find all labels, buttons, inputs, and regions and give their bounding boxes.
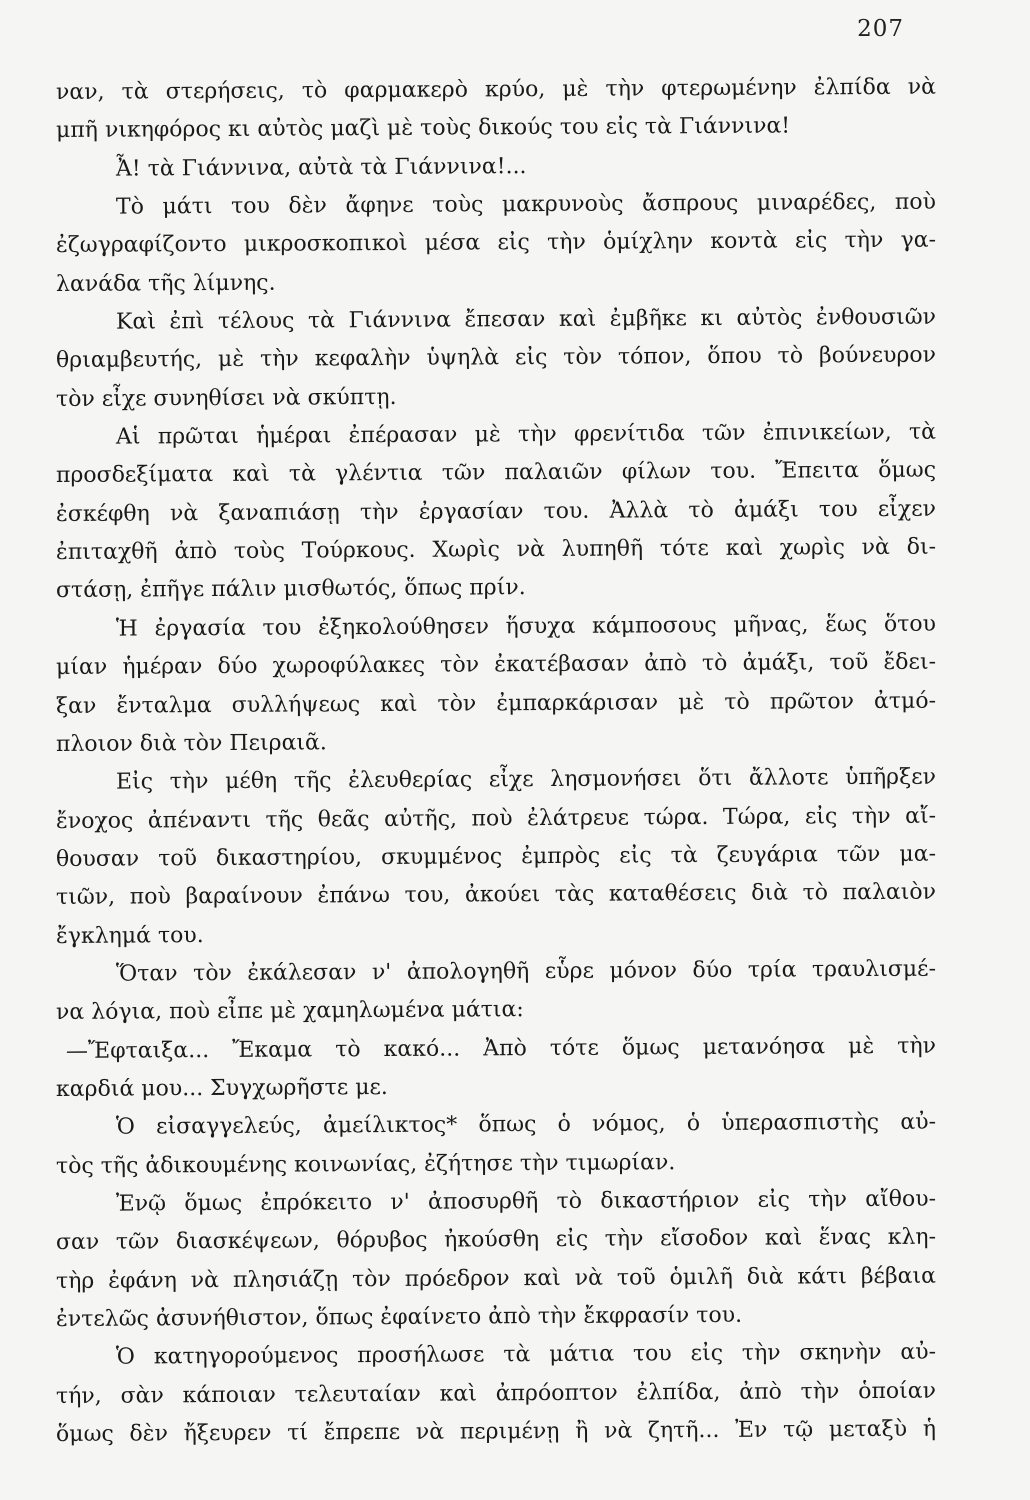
- text-line: θουσαν τοῦ δικαστηρίου, σκυμμένος ἐμπρὸς εἰς τὰ ζευγάρια τῶν μα-: [55, 841, 937, 872]
- text-line: τιῶν, ποὺ βαραίνουν ἐπάνω του, ἀκούει τὰς καταθέσεις διὰ τὸ παλαιὸν: [55, 879, 937, 911]
- text-line: Ἐνῷ ὅμως ἐπρόκειτο ν' ἀποσυρθῆ τὸ δικαστήριον εἰς τὴν αἴθου-: [115, 1186, 937, 1217]
- text-line: ξαν ἔνταλμα συλλήψεως καὶ τὸν ἐμπαρκάρισαν μὲ τὸ πρῶτον ἀτμό-: [55, 688, 937, 719]
- text-line: —Ἔφταιξα... Ἔκαμα τὸ κακό... Ἀπὸ τότε ὅμως μετανόησα μὲ τὴν: [65, 1033, 937, 1064]
- text-line: Ὁ κατηγορούμενος προσήλωσε τὰ μάτια του εἰς τὴν σκηνὴν αὐ-: [115, 1339, 937, 1370]
- text-line: τὴρ ἐφάνη νὰ πλησιάζῃ τὸν πρόεδρον καὶ νὰ τοῦ ὁμιλῆ διὰ κάτι βέβαια: [55, 1263, 937, 1294]
- text-line: θριαμβευτής, μὲ τὴν κεφαλὴν ὑψηλὰ εἰς τὸν τόπον, ὅπου τὸ βούνευρον: [55, 343, 937, 374]
- text-line: Αἱ πρῶται ἡμέραι ἐπέρασαν μὲ τὴν φρενίτιδα τῶν ἐπινικείων, τὰ: [115, 419, 937, 450]
- text-line: τὸν εἶχε συνηθίσει νὰ σκύπτῃ.: [55, 384, 397, 412]
- text-line: τὸς τῆς ἀδικουμένης κοινωνίας, ἐζήτησε τὴν τιμωρίαν.: [55, 1149, 676, 1179]
- text-line: τήν, σὰν κάποιαν τελευταίαν καὶ ἀπρόοπτον ἐλπίδα, ἀπὸ τὴν ὁποίαν: [55, 1378, 937, 1409]
- text-line: Ὅταν τὸν ἐκάλεσαν ν' ἀπολογηθῆ εὗρε μόνον δύο τρία τραυλισμέ-: [115, 956, 937, 987]
- text-line: πλοιον διὰ τὸν Πειραιᾶ.: [55, 730, 327, 757]
- text-line: προσδεξίματα καὶ τὰ γλέντια τῶν παλαιῶν φίλων του. Ἔπειτα ὅμως: [55, 458, 937, 489]
- text-line: Καὶ ἐπὶ τέλους τὰ Γιάννινα ἔπεσαν καὶ ἐμβῆκε κι αὐτὸς ἐνθουσιῶν: [115, 304, 937, 335]
- text-line: ἔγκλημά του.: [55, 922, 204, 949]
- text-line: ἐπιταχθῆ ἀπὸ τοὺς Τούρκους. Χωρὶς νὰ λυπηθῆ τότε καὶ χωρὶς νὰ δι-: [55, 534, 937, 566]
- text-line: ἐντελῶς ἀσυνήθιστον, ὅπως ἐφαίνετο ἀπὸ τὴν ἔκφρασίν του.: [55, 1302, 743, 1332]
- body-text: [56, 74, 936, 1454]
- text-line: καρδιά μου... Συγχωρῆστε με.: [55, 1074, 388, 1102]
- text-line: ἐσκέφθη νὰ ξαναπιάσῃ τὴν ἐργασίαν του. Ἀλλὰ τὸ ἀμάξι του εἶχεν: [55, 496, 937, 527]
- text-line: στάσῃ, ἐπῆγε πάλιν μισθωτός, ὅπως πρίν.: [55, 575, 526, 604]
- text-line: Ὁ εἰσαγγελεύς, ἀμείλικτος* ὅπως ὁ νόμος, ὁ ὑπερασπιστὴς αὐ-: [115, 1109, 937, 1140]
- text-line: ὅμως δὲν ἤξευρεν τί ἔπρεπε νὰ περιμένῃ ἢ νὰ ζητῆ... Ἐν τῷ μεταξὺ ἡ: [55, 1416, 937, 1448]
- text-line: ἐζωγραφίζοντο μικροσκοπικοὶ μέσα εἰς τὴν ὁμίχλην κοντὰ εἰς τὴν γα-: [55, 227, 937, 259]
- text-line: Ἡ ἐργασία του ἐξηκολούθησεν ἥσυχα κάμποσους μῆνας, ἕως ὅτου: [115, 611, 937, 642]
- text-line: Εἰς τὴν μέθη τῆς ἐλευθερίας εἶχε λησμονήσει ὅτι ἄλλοτε ὑπῆρξεν: [115, 764, 937, 795]
- text-line: Τὸ μάτι του δὲν ἄφηνε τοὺς μακρυνοὺς ἄσπρους μιναρέδες, ποὺ: [115, 189, 937, 220]
- text-line: σαν τῶν διασκέψεων, θόρυβος ἠκούσθη εἰς τὴν εἴσοδον καὶ ἕνας κλη-: [55, 1224, 937, 1256]
- page-number: 207: [857, 16, 904, 42]
- text-line: ἔνοχος ἀπέναντι τῆς θεᾶς αὐτῆς, ποὺ ἐλάτρευε τώρα. Τώρα, εἰς τὴν αἴ-: [55, 803, 937, 834]
- text-line: μίαν ἡμέραν δύο χωροφύλακες τὸν ἐκατέβασαν ἀπὸ τὸ ἀμάξι, τοῦ ἔδει-: [55, 649, 937, 681]
- text-line: λανάδα τῆς λίμνης.: [55, 270, 276, 297]
- text-line: μπῆ νικηφόρος κι αὐτὸς μαζὶ μὲ τοὺς δικούς του εἰς τὰ Γιάννινα!: [55, 113, 791, 144]
- text-line: να λόγια, ποὺ εἶπε μὲ χαμηλωμένα μάτια:: [55, 997, 524, 1026]
- text-line: ναν, τὰ στερήσεις, τὸ φαρμακερὸ κρύο, μὲ τὴν φτερωμένην ἐλπίδα νὰ: [55, 74, 937, 105]
- text-line: Ἆ! τὰ Γιάννινα, αὐτὰ τὰ Γιάννινα!...: [115, 153, 527, 182]
